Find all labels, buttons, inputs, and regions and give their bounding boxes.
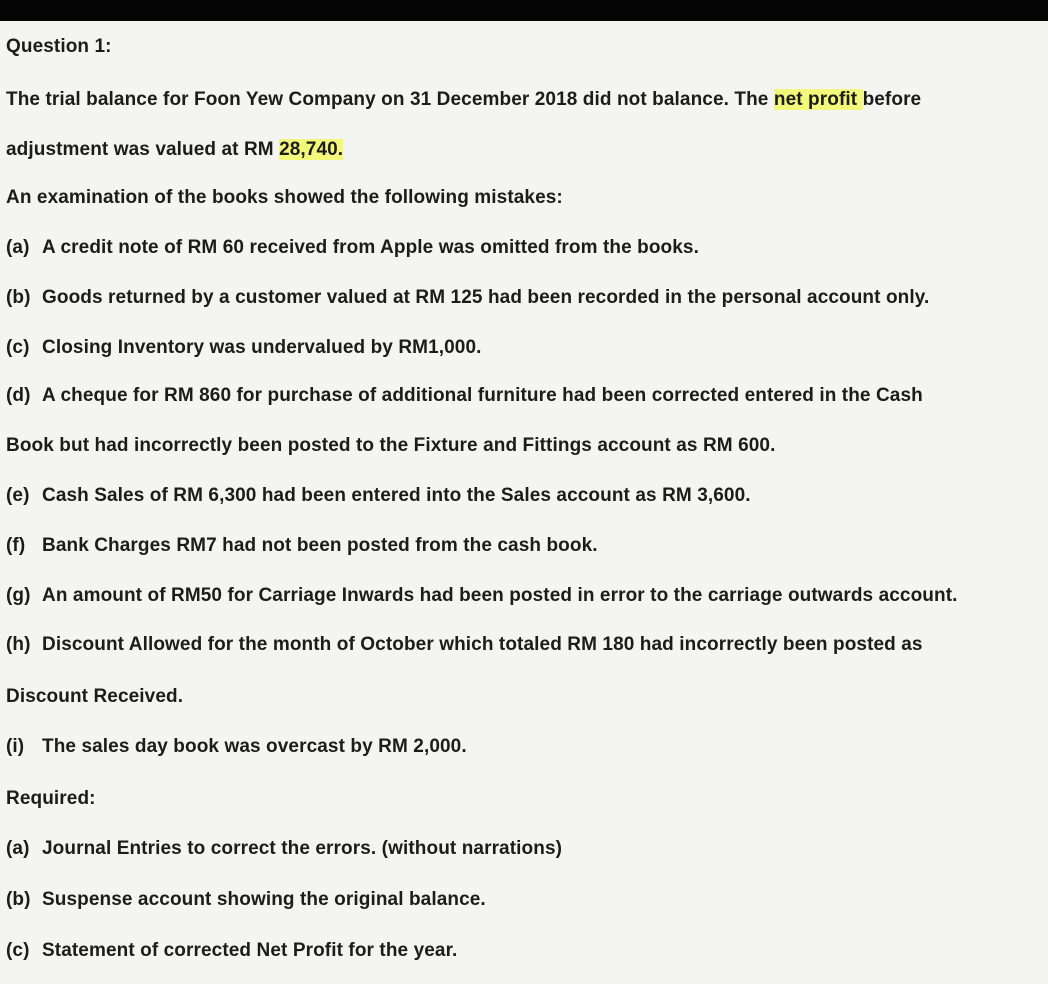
- item-label: (b): [6, 889, 31, 910]
- item-text: Discount Allowed for the month of October which totaled RM 180 had incorrectly been posted as: [42, 634, 923, 655]
- intro-line-3: An examination of the books showed the following mistakes:: [6, 187, 563, 208]
- required-b: [6, 889, 486, 911]
- mistake-b: [6, 287, 929, 309]
- intro-line-2: [6, 139, 343, 161]
- item-label: (f): [6, 535, 26, 556]
- required-a: [6, 838, 562, 860]
- item-label: (a): [6, 838, 30, 859]
- item-text: A cheque for RM 860 for purchase of additional furniture had been corrected entered in the Cash: [42, 385, 923, 406]
- item-label: (e): [6, 485, 30, 506]
- required-c: [6, 940, 457, 962]
- intro-text: adjustment was valued at RM: [6, 139, 280, 160]
- mistake-a: [6, 237, 699, 259]
- item-label: (h): [6, 634, 31, 655]
- item-label: (g): [6, 585, 31, 606]
- item-label: (b): [6, 287, 31, 308]
- item-text: Suspense account showing the original balance.: [42, 889, 486, 910]
- item-text: Statement of corrected Net Profit for the year.: [42, 940, 458, 961]
- item-text: Goods returned by a customer valued at RM 125 had been recorded in the personal account only.: [42, 287, 930, 308]
- mistake-h: [6, 634, 923, 656]
- mistake-i: [6, 736, 467, 758]
- highlight-net-profit: net profit: [773, 89, 863, 110]
- intro-text: before: [862, 89, 922, 110]
- item-text: The sales day book was overcast by RM 2,000.: [42, 736, 467, 757]
- mistake-d-cont: Book but had incorrectly been posted to the Fixture and Fittings account as RM 600.: [6, 435, 776, 456]
- intro-line-1: [6, 89, 921, 111]
- required-heading: Required:: [6, 788, 96, 809]
- mistake-e: [6, 485, 751, 507]
- item-text: An amount of RM50 for Carriage Inwards had been posted in error to the carriage outwards account.: [42, 585, 958, 606]
- question-heading: Question 1:: [6, 36, 112, 57]
- mistake-d: [6, 385, 923, 407]
- item-text: A credit note of RM 60 received from Apple was omitted from the books.: [42, 237, 699, 258]
- highlight-amount: 28,740.: [279, 139, 344, 160]
- mistake-f: [6, 535, 598, 557]
- item-label: (c): [6, 940, 30, 961]
- item-text: Cash Sales of RM 6,300 had been entered into the Sales account as RM 3,600.: [42, 485, 751, 506]
- intro-text: The trial balance for Foon Yew Company on 31 December 2018 did not balance. The: [6, 89, 774, 110]
- item-label: (d): [6, 385, 31, 406]
- mistake-h-cont: Discount Received.: [6, 686, 184, 707]
- top-dark-edge: [0, 0, 1048, 21]
- item-text: Closing Inventory was undervalued by RM1,000.: [42, 337, 482, 358]
- mistake-g: [6, 585, 958, 607]
- item-label: (c): [6, 337, 30, 358]
- item-text: Journal Entries to correct the errors. (without narrations): [42, 838, 563, 859]
- item-text: Bank Charges RM7 had not been posted from the cash book.: [42, 535, 598, 556]
- item-label: (i): [6, 736, 25, 757]
- item-label: (a): [6, 237, 30, 258]
- mistake-c: [6, 337, 482, 359]
